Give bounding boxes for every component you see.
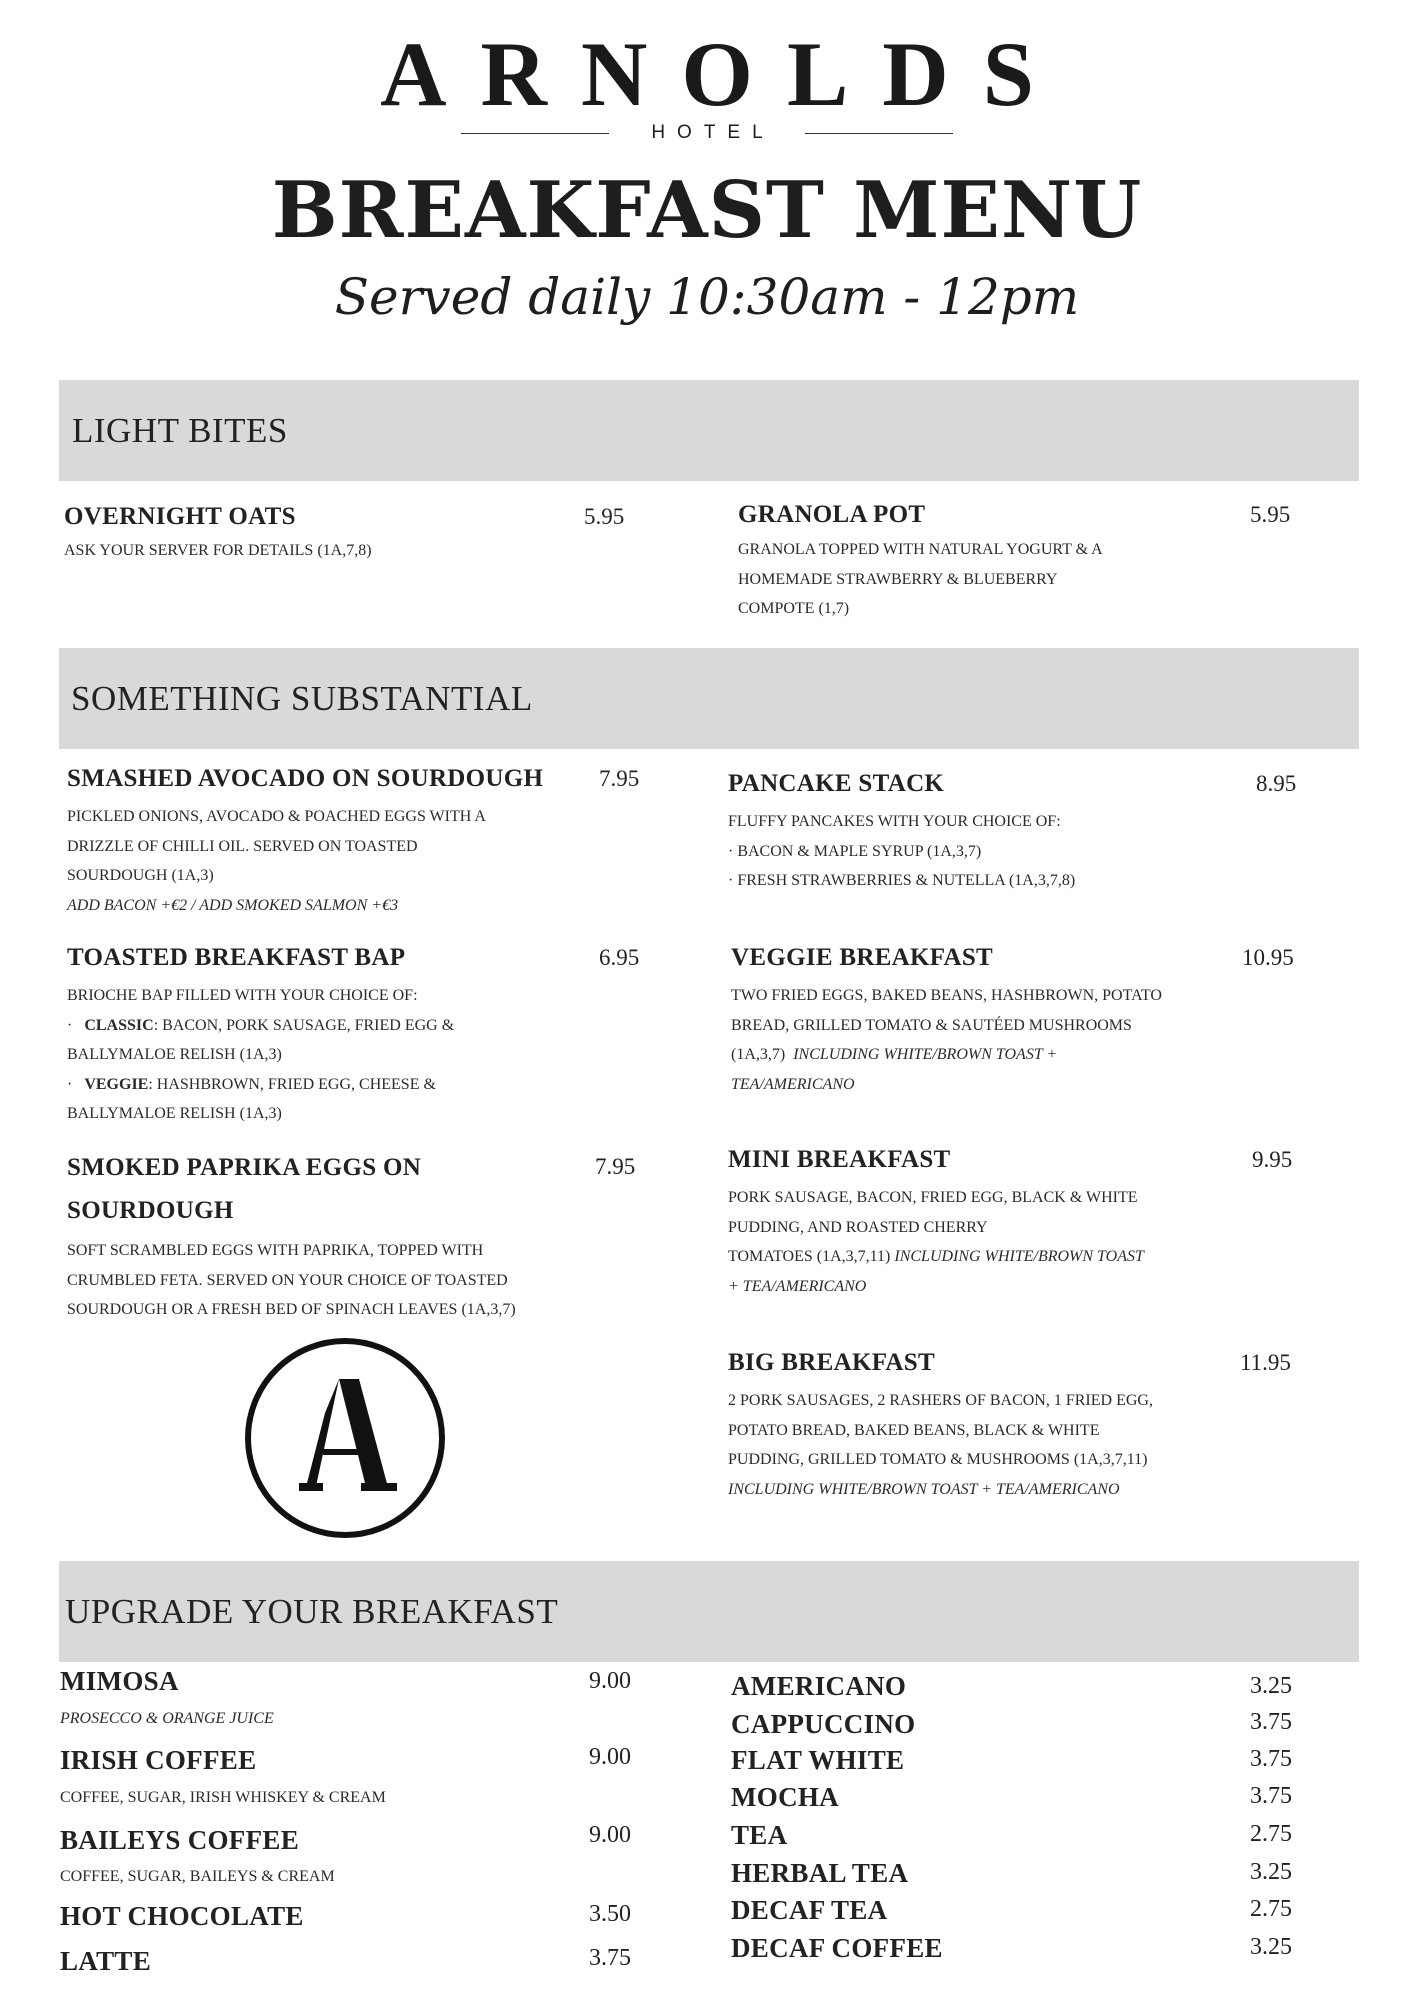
item-description: ASK YOUR SERVER FOR DETAILS (1A,7,8): [64, 542, 372, 559]
item-name: VEGGIE BREAKFAST: [731, 944, 994, 971]
drink-name-decaf-tea: DECAF TEA: [731, 1895, 888, 1925]
item-description: [728, 1386, 1348, 1504]
menu-item-pancake-stack: [728, 767, 1308, 896]
drink-description: PROSECCO & ORANGE JUICE: [60, 1710, 274, 1727]
drink-name-cappuccino: CAPPUCCINO: [731, 1709, 916, 1739]
menu-item-smoked-paprika-eggs: [67, 1146, 667, 1325]
item-description: [728, 1183, 1328, 1301]
item-price: 10.95: [1242, 945, 1294, 970]
drink-name-mimosa: MIMOSA: [60, 1666, 179, 1696]
desc-line: BALLYMALOE RELISH (1A,3): [67, 1105, 282, 1122]
item-description: [728, 807, 1308, 896]
page-title: BREAKFAST MENU: [271, 165, 1143, 256]
desc-line: FLUFFY PANCAKES WITH YOUR CHOICE OF:: [728, 813, 1061, 830]
bullet-text: : HASHBROWN, FRIED EGG, CHEESE &: [148, 1075, 436, 1093]
desc-line: GRANOLA TOPPED WITH NATURAL YOGURT & A: [738, 541, 1103, 558]
drink-price: 2.75: [1250, 1821, 1292, 1847]
divider-right: [805, 133, 953, 134]
menu-item-granola-pot: [738, 498, 1308, 624]
drink-name-hot-chocolate: HOT CHOCOLATE: [60, 1901, 304, 1931]
item-price: 5.95: [584, 504, 625, 529]
brand-subline: [0, 122, 1414, 144]
section-title: LIGHT BITES: [72, 410, 288, 450]
drink-price: 3.50: [589, 1901, 631, 1927]
includes-note: + TEA/AMERICANO: [728, 1277, 867, 1295]
item-description: [67, 802, 667, 920]
drink-price: 3.25: [1250, 1859, 1292, 1885]
desc-bullet: · BACON & MAPLE SYRUP (1A,3,7): [728, 842, 982, 860]
desc-line: BALLYMALOE RELISH (1A,3): [67, 1046, 282, 1063]
desc-bullet-veggie: · VEGGIE: HASHBROWN, FRIED EGG, CHEESE &: [67, 1075, 436, 1093]
item-price: 9.95: [1252, 1147, 1293, 1172]
drink-name-herbal-tea: HERBAL TEA: [731, 1858, 909, 1888]
brand-logo-wordmark: ARNOLDS: [380, 23, 1068, 125]
bullet-text: : BACON, PORK SAUSAGE, FRIED EGG &: [153, 1016, 455, 1034]
drink-name-irish-coffee: IRISH COFFEE: [60, 1745, 257, 1775]
item-description: [738, 535, 1308, 624]
allergen-codes: (1A,3,7): [731, 1046, 786, 1063]
section-header-upgrade: [59, 1561, 1359, 1662]
menu-item-veggie-breakfast: [731, 941, 1331, 1099]
menu-item-overnight-oats: [64, 500, 634, 566]
item-price: 6.95: [599, 945, 640, 970]
desc-line: SOURDOUGH (1A,3): [67, 867, 214, 884]
drink-price: 9.00: [589, 1668, 631, 1694]
brand-a-monogram: [245, 1338, 445, 1538]
item-price: 7.95: [599, 766, 640, 791]
drink-name-americano: AMERICANO: [731, 1671, 907, 1701]
desc-bullet-classic: · CLASSIC: BACON, PORK SAUSAGE, FRIED EGG &: [67, 1016, 455, 1034]
drink-name-baileys-coffee: BAILEYS COFFEE: [60, 1825, 299, 1855]
section-header-light-bites: [59, 380, 1359, 481]
menu-item-mini-breakfast: [728, 1143, 1328, 1301]
brand-sub-text: HOTEL: [651, 122, 775, 143]
drink-name-latte: LATTE: [60, 1946, 152, 1976]
allergen-codes: TOMATOES (1A,3,7,11): [728, 1248, 891, 1265]
desc-line: CRUMBLED FETA. SERVED ON YOUR CHOICE OF TOASTED: [67, 1271, 508, 1289]
item-description: [67, 1236, 667, 1325]
drink-price: 3.75: [1250, 1709, 1292, 1735]
desc-line: BREAD, GRILLED TOMATO & SAUTÉED MUSHROOMS: [731, 1016, 1132, 1034]
drink-price: 2.75: [1250, 1896, 1292, 1922]
menu-item-big-breakfast: [728, 1346, 1348, 1504]
drink-price: 3.25: [1250, 1934, 1292, 1960]
includes-note: TEA/AMERICANO: [731, 1075, 855, 1093]
drink-price: 9.00: [589, 1822, 631, 1848]
bullet-label: CLASSIC: [84, 1016, 154, 1034]
includes-note: INCLUDING WHITE/BROWN TOAST: [894, 1248, 1144, 1265]
item-name: TOASTED BREAKFAST BAP: [67, 944, 406, 971]
desc-line: DRIZZLE OF CHILLI OIL. SERVED ON TOASTED: [67, 837, 418, 855]
includes-note: INCLUDING WHITE/BROWN TOAST +: [793, 1046, 1058, 1063]
drink-price: 3.25: [1250, 1673, 1292, 1699]
drink-price: 3.75: [1250, 1783, 1292, 1809]
desc-line: PICKLED ONIONS, AVOCADO & POACHED EGGS WITH A: [67, 808, 486, 825]
desc-bullet: · FRESH STRAWBERRIES & NUTELLA (1A,3,7,8): [728, 872, 1076, 889]
item-description: [67, 981, 667, 1129]
desc-line: PUDDING, AND ROASTED CHERRY: [728, 1218, 988, 1236]
page-subtitle: Served daily 10:30am - 12pm: [334, 268, 1080, 326]
drink-name-mocha: MOCHA: [731, 1782, 839, 1812]
desc-line: [731, 1040, 1331, 1070]
desc-addon-line: ADD BACON +€2 / ADD SMOKED SALMON +€3: [67, 896, 399, 914]
item-name: MINI BREAKFAST: [728, 1146, 951, 1173]
item-name: OVERNIGHT OATS: [64, 503, 296, 530]
item-price: 7.95: [595, 1154, 636, 1179]
drink-price: 3.75: [589, 1945, 631, 1971]
item-name: GRANOLA POT: [738, 501, 926, 528]
drink-name-flat-white: FLAT WHITE: [731, 1745, 905, 1775]
drink-description: COFFEE, SUGAR, BAILEYS & CREAM: [60, 1868, 335, 1885]
desc-line: [728, 1242, 1328, 1272]
section-title: SOMETHING SUBSTANTIAL: [71, 678, 533, 718]
desc-line: 2 PORK SAUSAGES, 2 RASHERS OF BACON, 1 FRIED EGG,: [728, 1392, 1153, 1409]
item-name: BIG BREAKFAST: [728, 1349, 935, 1376]
item-name: SMASHED AVOCADO ON SOURDOUGH: [67, 765, 544, 792]
menu-item-smashed-avocado: [67, 762, 667, 920]
drink-price: 9.00: [589, 1744, 631, 1770]
item-name-cont: SOURDOUGH: [67, 1197, 234, 1224]
section-header-something-substantial: [59, 648, 1359, 749]
desc-line: POTATO BREAD, BAKED BEANS, BLACK & WHITE: [728, 1421, 1100, 1439]
item-price: 8.95: [1256, 771, 1297, 796]
desc-line: COMPOTE (1,7): [738, 600, 850, 617]
item-price: 11.95: [1240, 1350, 1291, 1375]
item-price: 5.95: [1250, 502, 1291, 527]
desc-line: TWO FRIED EGGS, BAKED BEANS, HASHBROWN, POTATO: [731, 987, 1162, 1004]
item-name: SMOKED PAPRIKA EGGS ON: [67, 1154, 422, 1181]
drink-name-tea: TEA: [731, 1820, 788, 1850]
item-name: PANCAKE STACK: [728, 770, 945, 797]
menu-item-toasted-breakfast-bap: [67, 941, 667, 1129]
includes-note: INCLUDING WHITE/BROWN TOAST + TEA/AMERICANO: [728, 1480, 1120, 1498]
drink-name-decaf-coffee: DECAF COFFEE: [731, 1933, 943, 1963]
drink-description: COFFEE, SUGAR, IRISH WHISKEY & CREAM: [60, 1789, 386, 1806]
section-title: UPGRADE YOUR BREAKFAST: [65, 1591, 559, 1631]
desc-line: HOMEMADE STRAWBERRY & BLUEBERRY: [738, 570, 1058, 588]
divider-left: [461, 133, 609, 134]
a-monogram-icon: [285, 1373, 405, 1503]
item-description: [731, 981, 1331, 1099]
desc-line: PUDDING, GRILLED TOMATO & MUSHROOMS (1A,3,7,11): [728, 1451, 1148, 1468]
desc-line: SOFT SCRAMBLED EGGS WITH PAPRIKA, TOPPED WITH: [67, 1242, 484, 1259]
desc-line: BRIOCHE BAP FILLED WITH YOUR CHOICE OF:: [67, 987, 418, 1004]
desc-line: SOURDOUGH OR A FRESH BED OF SPINACH LEAVES (1A,3,7): [67, 1301, 516, 1318]
drink-price: 3.75: [1250, 1746, 1292, 1772]
bullet-label: VEGGIE: [84, 1075, 149, 1093]
desc-line: PORK SAUSAGE, BACON, FRIED EGG, BLACK & WHITE: [728, 1189, 1138, 1206]
